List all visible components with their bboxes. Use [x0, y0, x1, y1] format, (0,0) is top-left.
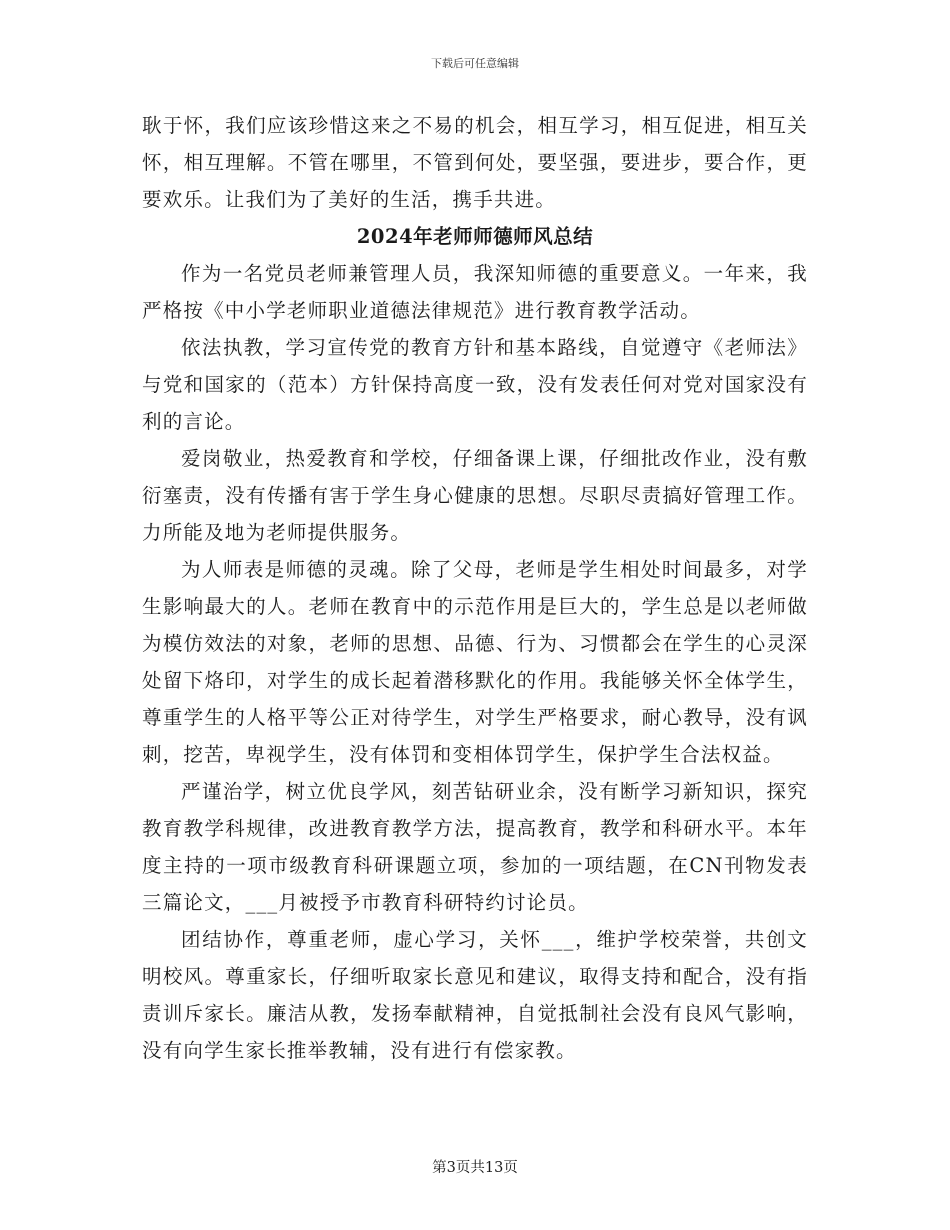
paragraph-1: 作为一名党员老师兼管理人员，我深知师德的重要意义。一年来，我严格按《中小学老师职业道德法律规范》进行教育教学活动。 — [142, 262, 808, 322]
paragraph-4: 为人师表是师德的灵魂。除了父母，老师是学生相处时间最多，对学生影响最大的人。老师在教育中的示范作用是巨大的，学生总是以老师做为模仿效法的对象，老师的思想、品德、行为、习惯都会在学生的心灵深处留下烙印，对学生的成长起着潜移默化的作用。我能够关怀全体学生，尊重学生的人格平等公正对待学生，对学生严格要求，耐心教导，没有讽刺，挖苦，卑视学生，没有体罚和变相体罚学生，保护学生合法权益。 — [142, 558, 808, 766]
intro-paragraph: 耿于怀，我们应该珍惜这来之不易的机会，相互学习，相互促进，相互关怀，相互理解。不管在哪里，不管到何处，要坚强，要进步，要合作，更要欢乐。让我们为了美好的生活，携手共进。 — [142, 114, 808, 211]
page-footer: 第3页共13页 — [432, 1160, 518, 1176]
paragraph-6: 团结协作，尊重老师，虚心学习，关怀___，维护学校荣誉，共创文明校风。尊重家长，仔细听取家长意见和建议，取得支持和配合，没有指责训斥家长。廉洁从教，发扬奉献精神，自觉抵制社会没有良风气影响，没有向学生家长推举教辅，没有进行有偿家教。 — [142, 928, 808, 1062]
document-body — [142, 107, 808, 1069]
paragraph-3: 爱岗敬业，热爱教育和学校，仔细备课上课，仔细批改作业，没有敷衍塞责，没有传播有害于学生身心健康的思想。尽职尽责搞好管理工作。力所能及地为老师提供服务。 — [142, 447, 808, 544]
paragraph-5: 严谨治学，树立优良学风，刻苦钻研业余，没有断学习新知识，探究教育教学科规律，改进教育教学方法，提高教育，教学和科研水平。本年度主持的一项市级教育科研课题立项，参加的一项结题，在CN刊物发表三篇论文，___月被授予市教育科研特约讨论员。 — [142, 780, 808, 914]
document-title: 2024年老师师德师风总结 — [356, 225, 594, 248]
header-note: 下载后可任意编辑 — [431, 57, 519, 70]
paragraph-2: 依法执教，学习宣传党的教育方针和基本路线，自觉遵守《老师法》与党和国家的（范本）方针保持高度一致，没有发表任何对党对国家没有利的言论。 — [142, 336, 808, 433]
